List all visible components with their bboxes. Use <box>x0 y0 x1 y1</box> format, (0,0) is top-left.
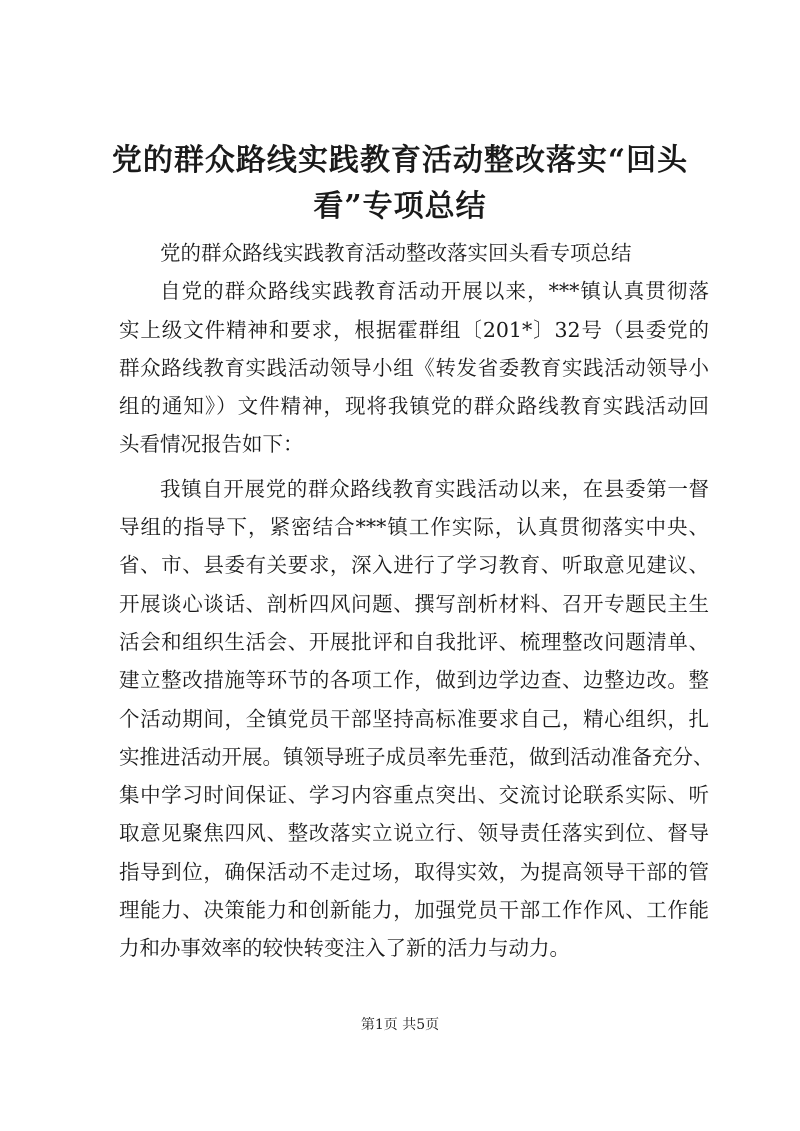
paragraph-line: 省、市、县委有关要求，深入进行了学习教育、听取意见建议、 <box>119 553 709 578</box>
paragraph-line: 力和办事效率的较快转变注入了新的活力与动力。 <box>119 936 570 961</box>
paragraph-intro <box>119 272 709 463</box>
document-title <box>60 138 740 230</box>
document-body <box>119 234 714 968</box>
paragraph-line: 群众路线教育实践活动领导小组《转发省委教育实践活动领导小 <box>119 355 709 380</box>
paragraph-line: 指导到位，确保活动不走过场，取得实效，为提高领导干部的管 <box>119 859 709 884</box>
paragraph-line: 自党的群众路线实践教育活动开展以来，***镇认真贯彻落 <box>160 279 709 304</box>
paragraph-line: 开展谈心谈话、剖析四风问题、撰写剖析材料、召开专题民主生 <box>119 591 709 616</box>
page-number-footer: 第1页 共5页 <box>360 1017 440 1033</box>
paragraph-line: 建立整改措施等环节的各项工作，做到边学边查、边整边改。整 <box>119 668 709 693</box>
paragraph-line: 个活动期间，全镇党员干部坚持高标准要求自己，精心组织，扎 <box>119 706 709 731</box>
paragraph-line: 我镇自开展党的群众路线教育实践活动以来，在县委第一督 <box>160 476 709 501</box>
paragraph-line: 头看情况报告如下： <box>119 432 304 457</box>
paragraph-line: 活会和组织生活会、开展批评和自我批评、梳理整改问题清单、 <box>119 629 709 654</box>
title-line: 党的群众路线实践教育活动整改落实“回头 <box>111 143 689 178</box>
paragraph-line: 集中学习时间保证、学习内容重点突出、交流讨论联系实际、听 <box>119 783 709 808</box>
paragraph-main <box>119 470 714 968</box>
paragraph-line: 组的通知》）文件精神，现将我镇党的群众路线教育实践活动回 <box>119 394 709 419</box>
paragraph-line: 实推进活动开展。镇领导班子成员率先垂范，做到活动准备充分、 <box>119 744 714 769</box>
paragraph-line: 实上级文件精神和要求，根据霍群组〔201*〕32号（县委党的 <box>119 317 709 342</box>
subtitle-line: 党的群众路线实践教育活动整改落实回头看专项总结 <box>160 241 632 265</box>
paragraph-line: 导组的指导下，紧密结合***镇工作实际，认真贯彻落实中央、 <box>119 515 709 540</box>
paragraph-line: 取意见聚焦四风、整改落实立说立行、领导责任落实到位、督导 <box>119 821 709 846</box>
title-line: 看”专项总结 <box>313 189 487 224</box>
paragraph-line: 理能力、决策能力和创新能力，加强党员干部工作作风、工作能 <box>119 898 709 923</box>
